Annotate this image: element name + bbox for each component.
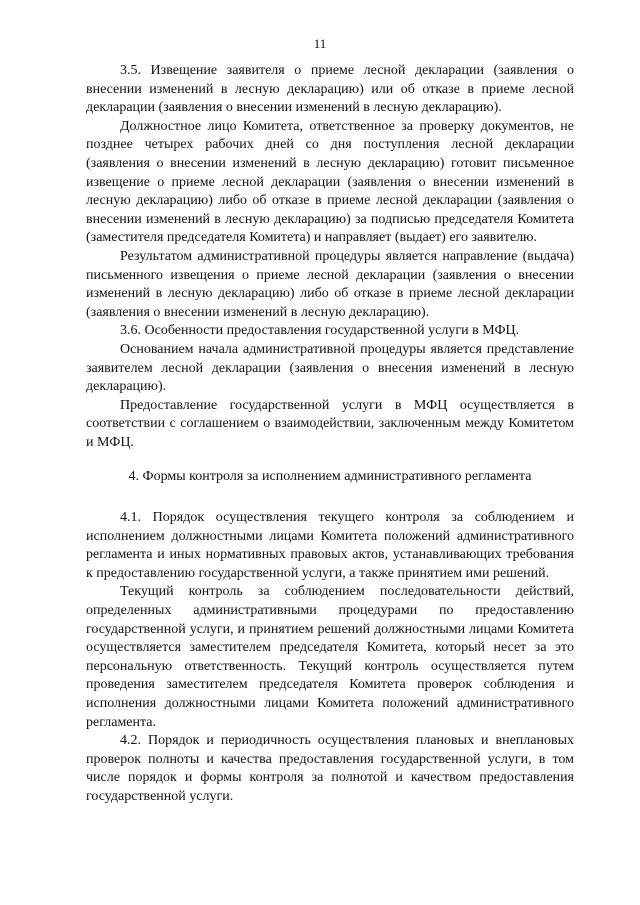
- paragraph-3-5: 3.5. Извещение заявителя о приеме лесной декларации (заявления о внесении изменений в лесную декларацию) или об отказе в приеме лесной декларации (заявления о внесении изменений в лесную декларацию).: [86, 63, 574, 116]
- page-number: 11: [313, 36, 327, 51]
- paragraph-4-2: 4.2. Порядок и периодичность осуществления плановых и внеплановых проверок полноты и качества предоставления государственной услуги, в том числе порядок и формы контроля за полнотой и качеством предоставления государственной услуги.: [86, 733, 574, 804]
- paragraph-current-control: Текущий контроль за соблюдением последовательности действий, определенных административными процедурами по предоставлению государственной услуги, и принятием решений должностными лицами Комитета осуществляется заместителем председателя Комитета, который несет за это персональную ответственность. Текущий контроль осуществляется путем проведения заместителем председателя Комитета проверок соблюдения и исполнения должностными лицами Комитета положений административного регламента.: [86, 584, 574, 730]
- paragraph-3-6: 3.6. Особенности предоставления государственной услуги в МФЦ.: [120, 323, 520, 339]
- paragraph-procedure-basis: Основанием начала административной процедуры является представление заявителем лесной декларации (заявления о внесения изменений в лесную декларацию).: [86, 341, 574, 395]
- paragraph-official-duty: Должностное лицо Комитета, ответственное за проверку документов, не позднее четырех рабочих дней со дня поступления лесной декларации (заявления о внесении изменений в лесную декларацию) готовит письменное извещение о приеме лесной декларации (заявления о внесении изменений в лесную декларацию) либо об отказе в приеме лесной декларации (заявления о внесении изменений в лесную декларацию) за подписью председателя Комитета (заместителя председателя Комитета) и направляет (выдает) его заявителю.: [86, 118, 574, 246]
- document-body: [86, 62, 574, 807]
- paragraph-procedure-result: Результатом административной процедуры является направление (выдача) письменного извещения о приеме лесной декларации (заявления о внесении изменений в лесную декларацию) либо об отказе в приеме лесной декларации (заявления о внесении изменений в лесную декларацию).: [86, 248, 574, 320]
- paragraph-4-1: 4.1. Порядок осуществления текущего контроля за соблюдением и исполнением должностными лицами Комитета положений административного регламента и иных нормативных правовых актов, устанавливающих требования к предоставлению государственной услуги, а также принятием ими решений.: [86, 510, 574, 581]
- section-heading-4: 4. Формы контроля за исполнением административного регламента: [128, 469, 532, 485]
- paragraph-mfc-agreement: Предоставление государственной услуги в МФЦ осуществляется в соответствии с соглашением о взаимодействии, заключенным между Комитетом и МФЦ.: [86, 397, 574, 450]
